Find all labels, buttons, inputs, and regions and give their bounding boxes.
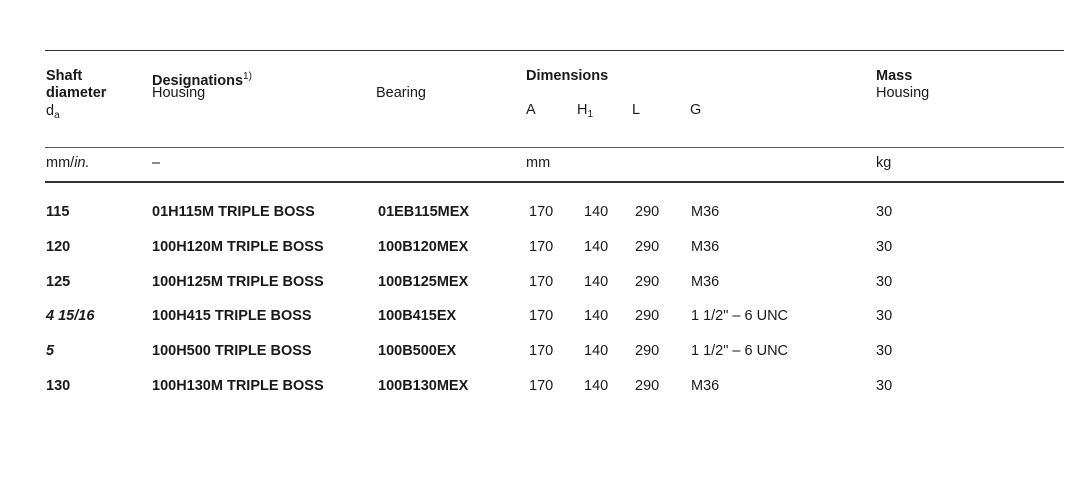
cell-dim-l: 290 xyxy=(635,308,660,324)
cell-dim-l: 290 xyxy=(635,274,660,290)
header-housing: Housing xyxy=(152,85,206,101)
cell-dim-a: 170 xyxy=(529,308,554,324)
cell-bearing: 100B125MEX xyxy=(378,274,469,290)
cell-dim-g: 1 1/2" – 6 UNC xyxy=(691,308,789,324)
cell-dim-g: M36 xyxy=(691,378,720,394)
cell-dim-g: M36 xyxy=(691,274,720,290)
cell-dim-h1: 140 xyxy=(584,378,609,394)
header-shaft-line1: Shaft xyxy=(46,68,83,84)
cell-dim-l: 290 xyxy=(635,204,660,220)
header-designations: Designations$^{1)}$ xyxy=(152,71,252,89)
cell-dim-h1: 140 xyxy=(584,274,609,290)
header-dim-g: G xyxy=(690,102,702,118)
units-bottom-rule xyxy=(45,181,1064,183)
cell-bearing: 100B415EX xyxy=(378,308,457,324)
cell-dim-h1: 140 xyxy=(584,239,609,255)
units-shaft: mm/in. xyxy=(46,155,90,171)
cell-bearing: 01EB115MEX xyxy=(378,204,470,220)
cell-bearing: 100B130MEX xyxy=(378,378,469,394)
cell-bearing: 100B120MEX xyxy=(378,239,469,255)
cell-mass: 30 xyxy=(876,204,893,220)
header-dimensions: Dimensions xyxy=(526,68,609,84)
cell-dim-a: 170 xyxy=(529,204,554,220)
header-units-rule xyxy=(45,147,1064,148)
cell-housing: 100H125M TRIPLE BOSS xyxy=(152,274,324,290)
cell-dim-g: M36 xyxy=(691,239,720,255)
units-mass: kg xyxy=(876,155,892,171)
cell-mass: 30 xyxy=(876,343,893,359)
units-designations: – xyxy=(152,155,161,171)
cell-dim-a: 170 xyxy=(529,343,554,359)
cell-housing: 100H120M TRIPLE BOSS xyxy=(152,239,324,255)
cell-dim-h1: 140 xyxy=(584,204,609,220)
table-top-rule xyxy=(45,50,1064,51)
cell-shaft: 115 xyxy=(46,204,70,220)
cell-dim-a: 170 xyxy=(529,378,554,394)
cell-dim-l: 290 xyxy=(635,239,660,255)
header-dim-a: A xyxy=(526,102,536,118)
header-dim-h1: $H_1$ xyxy=(577,102,594,120)
cell-dim-a: 170 xyxy=(529,239,554,255)
cell-dim-a: 170 xyxy=(529,274,554,290)
header-dim-l: L xyxy=(632,102,641,118)
cell-dim-g: 1 1/2" – 6 UNC xyxy=(691,343,789,359)
cell-dim-g: M36 xyxy=(691,204,720,220)
cell-shaft: 125 xyxy=(46,274,71,290)
cell-shaft: 5 xyxy=(46,343,55,359)
cell-mass: 30 xyxy=(876,378,893,394)
header-mass: Mass xyxy=(876,68,913,84)
cell-housing: 100H130M TRIPLE BOSS xyxy=(152,378,324,394)
header-shaft-symbol: $d_a$ xyxy=(46,103,60,121)
cell-dim-l: 290 xyxy=(635,378,660,394)
cell-dim-h1: 140 xyxy=(584,308,609,324)
cell-dim-h1: 140 xyxy=(584,343,609,359)
footnote-marker: 1) xyxy=(243,71,252,82)
header-mass-housing: Housing xyxy=(876,85,930,101)
cell-shaft: 130 xyxy=(46,378,71,394)
cell-mass: 30 xyxy=(876,239,893,255)
cell-bearing: 100B500EX xyxy=(378,343,457,359)
cell-mass: 30 xyxy=(876,308,893,324)
cell-shaft: 120 xyxy=(46,239,71,255)
units-dimensions: mm xyxy=(526,155,551,171)
header-bearing: Bearing xyxy=(376,85,426,101)
cell-shaft: 4 15/16 xyxy=(46,308,95,324)
cell-housing: 100H415 TRIPLE BOSS xyxy=(152,308,312,324)
cell-housing: 100H500 TRIPLE BOSS xyxy=(152,343,312,359)
cell-dim-l: 290 xyxy=(635,343,660,359)
cell-housing: 01H115M TRIPLE BOSS xyxy=(152,204,315,220)
cell-mass: 30 xyxy=(876,274,893,290)
header-shaft-line2: diameter xyxy=(46,85,107,101)
